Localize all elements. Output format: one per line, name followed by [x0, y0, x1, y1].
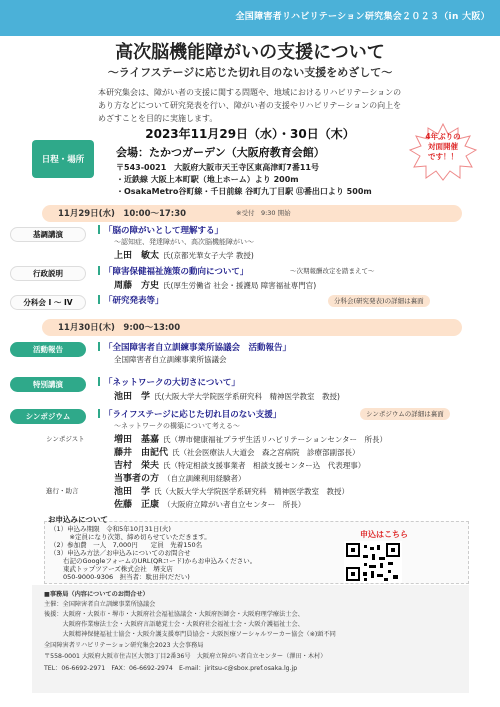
banner-text: 全国障害者リハビリテーション研究集会２０２３（in 大阪） [235, 12, 490, 22]
footer-line: 後援：大阪府・大阪市・堺市・大阪府社会福祉協議会・大阪府医師会・大阪府理学療法士会、 [44, 611, 304, 618]
coordinator-label: 進行・助言 [46, 487, 79, 495]
symposist-name: 増田 基嘉 [114, 435, 160, 445]
day1-label: 11月29日(水) 10:00〜17:30 [58, 209, 187, 219]
footer-line: TEL：06-6692-2971 FAX：06-6692-2974 E-mail：jiritsu-c@sbox.pref.osaka.lg.jp [44, 665, 298, 672]
event-dates: 2023年11月29日（水）・30日（木） [145, 127, 355, 141]
intro-line: 本研究集会は、障がい者の支援に関する問題や、地域におけるリハビリテーションの [98, 88, 402, 97]
report-title: 「全国障害者自立訓練事業所協議会 活動報告」 [104, 343, 292, 353]
symposist-name: 当事者の方 [114, 474, 160, 484]
symposist-row [114, 432, 387, 445]
intro-line: あり方などについて研究発表を行い、障がい者の支援やリハビリテーションの向上を [98, 101, 402, 110]
admin-speaker-affil: 氏(厚生労働省 社会・援護局 障害福祉専門官) [163, 281, 317, 290]
intro-line: めざすことを目的に実施します。 [98, 114, 218, 123]
coordinator-name: 池田 学 [114, 487, 151, 497]
coordinator-name: 佐藤 正康 [114, 500, 160, 510]
keynote-title: 「脳の障がいとして理解する」 [104, 226, 224, 236]
day2-label: 11月30日(木) 9:00〜13:00 [58, 323, 181, 333]
symposist-row [114, 471, 246, 484]
symposist-affil: （自立訓練利用経験者） [163, 474, 246, 483]
symposium-title: 「ライフステージに応じた切れ目のない支援」 [104, 410, 282, 420]
application-item: 050-9000-9306 担当者：駄田井(だだい) [50, 573, 190, 581]
symposist-affil: 氏（特定相談支援事業者 相談支援センター込 代表理事） [163, 461, 366, 470]
day1-bar [42, 205, 462, 222]
application-item: 右記のGoogleフォームのURL(QRコード)からお申込みください。 [50, 557, 257, 565]
coordinator-affil: 氏（大阪大学大学院医学系研究科 精神医学教室 教授） [154, 487, 350, 496]
starburst-text [408, 132, 478, 162]
section-label-breakout: 分科会 I 〜 IV [10, 295, 86, 310]
application-item: （1）申込み期限 令和5年10月31日(火) [50, 525, 171, 533]
application-item: 東武トップツアーズ株式会社 堺支店 [50, 565, 173, 573]
admin-title: 「障害保健福祉施策の動向について」 [104, 267, 249, 277]
footer-line: 〒558-0001 大阪府大阪市住吉区大領3丁目2番36号 大阪府立障がい者自立センター（澤田・木村） [44, 653, 327, 660]
symposist-affil: 氏（社会医療法人大道会 森之宮病院 診療部副部長） [172, 448, 360, 457]
starburst-line: 4年ぶりの [425, 132, 461, 141]
coordinator-row [114, 497, 305, 510]
coordinator-row [114, 484, 349, 497]
special-speaker-affil: 氏(大阪大学大学院医学系研究科 精神医学教室 教授) [154, 392, 340, 401]
footer-line: 大阪府作業療法士会・大阪府言語聴覚士会・大阪府社会福祉士会・大阪介護福祉士会、 [44, 621, 304, 628]
venue-address: 〒543-0021 大阪府大阪市天王寺区東高津町7番11号 [116, 163, 319, 172]
symposist-row [114, 445, 360, 458]
qr-label: 申込はこちら [360, 530, 408, 539]
symposist-affil: 氏（堺市健康福祉プラザ生活リハビリテーションセンター 所長） [163, 435, 388, 444]
special-title: 「ネットワークの大切さについて」 [104, 378, 240, 388]
venue-access-2: ・OsakaMetro谷町線・千日前線 谷町九丁目駅 ⑪番出口より 500m [116, 187, 372, 196]
footer-line: 大阪精神保健福祉士協会・大阪介護支援専門員協会・大阪医療ソーシャルワーカー協会（※)頭不同 [44, 631, 336, 638]
page-subtitle: 〜ライフステージに応じた切れ目のない支援をめざして〜 [107, 66, 393, 79]
admin-speaker-name: 周藤 方史 [114, 281, 160, 291]
section-label-keynote: 基調講演 [10, 227, 86, 242]
symposist-name: 吉村 栄夫 [114, 461, 160, 471]
section-label-special: 特別講演 [10, 377, 86, 392]
keynote-speaker-affil: 氏(京都光華女子大学 教授) [163, 251, 254, 260]
symposium-detail-pill: シンポジウムの詳細は裏面 [360, 408, 450, 420]
starburst-line: です！！ [428, 152, 458, 161]
section-label-symposium: シンポジウム [10, 409, 86, 424]
footer-heading: ■事務局（内容についてのお問合せ） [44, 591, 149, 598]
starburst-badge [408, 122, 478, 182]
symposist-row [114, 458, 365, 471]
symposium-subtitle: 〜ネットワークの構築について考える〜 [114, 422, 240, 430]
breakout-detail-pill: 分科会(研究発表)の詳細は裏面 [328, 295, 430, 307]
application-heading: お申込みについて [48, 515, 108, 524]
symposist-name: 藤井 由記代 [114, 448, 169, 458]
schedule-badge: 日程・場所 [32, 140, 94, 178]
breakout-title: 「研究発表等」 [104, 296, 164, 306]
qr-code-icon[interactable] [344, 541, 402, 583]
page-title: 高次脳機能障がいの支援について [115, 42, 385, 63]
section-label-admin: 行政説明 [10, 266, 86, 281]
application-item: ※定員になり次第、締め切らせていただきます。 [50, 533, 211, 541]
report-presenter: 全国障害者自立訓練事業所協議会 [114, 355, 227, 364]
application-item: （3）申込み方法／お申込みについてのお問合せ [50, 549, 191, 557]
venue-details [116, 162, 372, 198]
footer-line: 全国障害者リハビリテーション研究集会2023 大会事務局 [44, 642, 204, 649]
admin-speaker [114, 278, 316, 291]
admin-subtitle: 〜次期報酬改定を踏まえて〜 [290, 267, 375, 275]
symposists-label: シンポジスト [46, 435, 85, 443]
application-item: （2）参加費 一人 7,000円 定員 先着150名 [50, 541, 203, 549]
footer-line: 主催：全国障害者自立訓練事業所協議会 [44, 601, 156, 608]
venue-access-1: ・近鉄線 大阪上本町駅（地上ホーム）より 200m [116, 175, 299, 184]
keynote-speaker [114, 248, 254, 261]
day2-bar [42, 319, 462, 336]
header-banner [0, 0, 500, 36]
keynote-speaker-name: 上田 敏太 [114, 251, 160, 261]
intro-paragraph [98, 86, 428, 125]
venue-name: 会場：たかつガーデン（大阪府教育会館） [116, 146, 325, 159]
day1-note: ※受付 9:30 開始 [236, 209, 291, 217]
starburst-line: 対面開催 [428, 142, 458, 151]
keynote-subtitle: 〜認知症、発達障がい、高次脳機能障がい〜 [114, 238, 254, 246]
special-speaker [114, 389, 340, 402]
coordinator-affil: （大阪府立障がい者自立センター 所長） [163, 500, 306, 509]
section-label-report: 活動報告 [10, 342, 86, 357]
special-speaker-name: 池田 学 [114, 392, 151, 402]
application-items [50, 525, 340, 581]
